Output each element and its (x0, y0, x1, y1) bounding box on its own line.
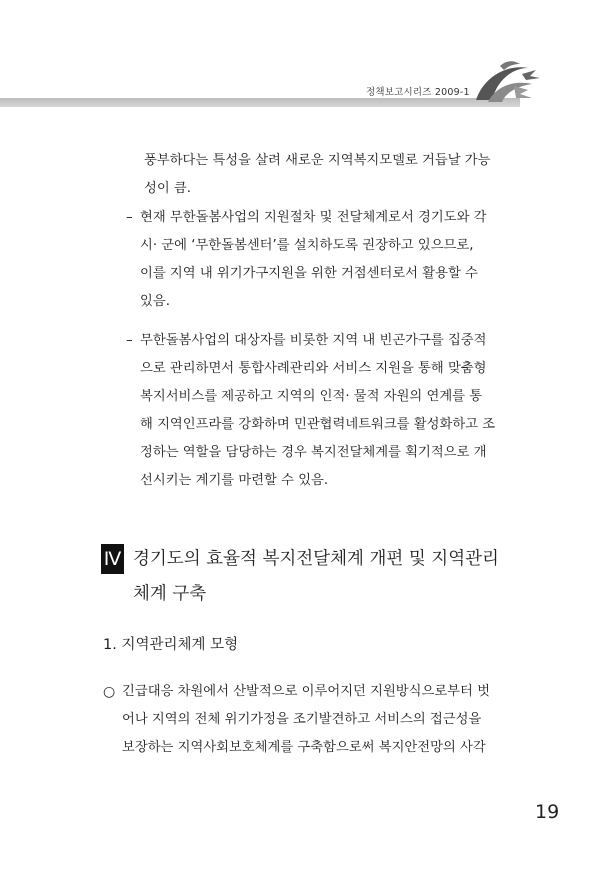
section-title (133, 542, 499, 612)
text-line: 정하는 역할을 담당하는 경우 복지전달체계를 획기적으로 개 (140, 445, 487, 460)
section-number-badge: Ⅳ (101, 544, 124, 574)
subsection-heading: 1. 지역관리체계 모형 (103, 637, 239, 653)
page-number: 19 (535, 801, 560, 823)
text-line: 긴급대응 차원에서 산발적으로 이루어지던 지원방식으로부터 벗 (122, 684, 490, 699)
text-line: 해 지역인프라를 강화하며 민관협력네트워크를 활성화하고 조 (140, 417, 496, 432)
text-line: 복지서비스를 제공하고 지역의 인적· 물적 자원의 연계를 통 (140, 389, 483, 404)
text-line: 있음. (140, 294, 170, 309)
dash-marker: – (126, 210, 133, 225)
text-line: 시· 군에 ‘무한돌봄센터’를 설치하도록 권장하고 있으므로, (140, 238, 474, 253)
dash-marker: – (126, 333, 133, 348)
circle-bullet-marker: ○ (103, 684, 116, 700)
intro-paragraph (144, 147, 490, 203)
bullet-item (122, 678, 490, 762)
text-line: 이를 지역 내 위기가구지원을 위한 거점센터로서 활용할 수 (140, 266, 478, 281)
bird-wave-logo-icon (470, 56, 542, 106)
text-line: 현재 무한돌봄사업의 지원절차 및 전달체계로서 경기도와 각 (140, 210, 487, 225)
series-label: 정책보고시리즈 2009-1 (366, 87, 470, 98)
section-title-line: 경기도의 효율적 복지전달체계 개편 및 지역관리 (133, 549, 499, 569)
section-title-line: 체계 구축 (133, 584, 207, 604)
dash-item (140, 327, 495, 495)
header-rule (0, 98, 520, 107)
text-line: 무한돌봄사업의 대상자를 비롯한 지역 내 빈곤가구를 집중적 (140, 333, 487, 348)
text-line: 풍부하다는 특성을 살려 새로운 지역복지모델로 거듭날 가능 (144, 153, 491, 168)
text-line: 보장하는 지역사회보호체계를 구축함으로써 복지안전망의 사각 (122, 740, 486, 755)
text-line: 으로 관리하면서 통합사례관리와 서비스 지원을 통해 맞춤형 (140, 361, 487, 376)
text-line: 선시키는 계기를 마련할 수 있음. (140, 473, 329, 488)
dash-item (140, 204, 486, 316)
text-line: 성이 큼. (144, 181, 191, 196)
text-line: 어나 지역의 전체 위기가정을 조기발견하고 서비스의 접근성을 (122, 712, 482, 727)
